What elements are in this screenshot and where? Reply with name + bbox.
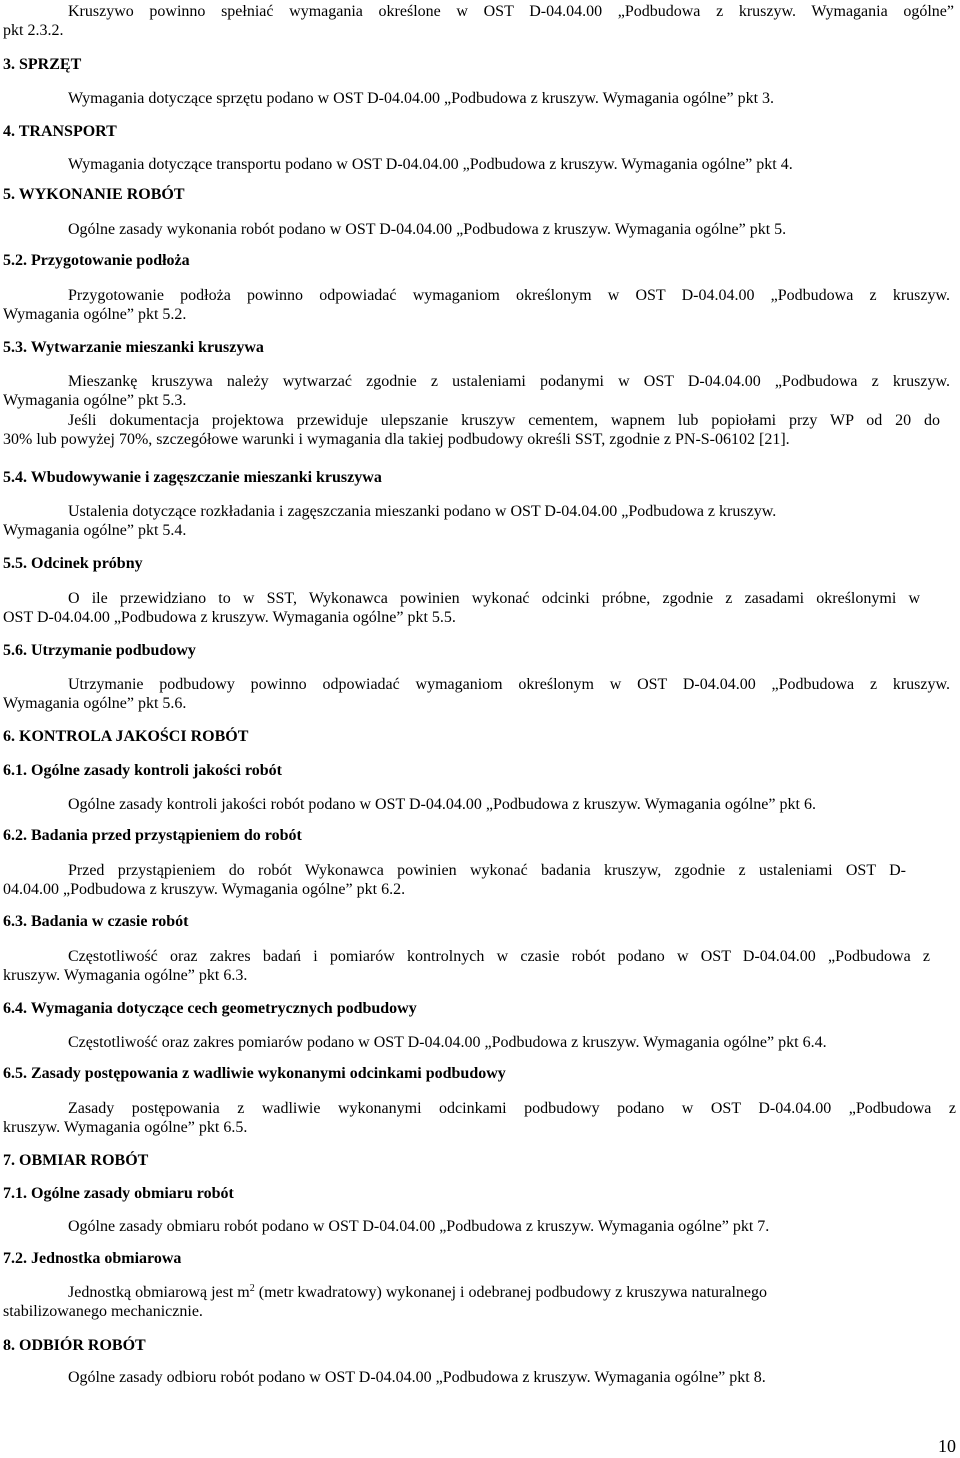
- section-6-5-line-2: kruszyw. Wymagania ogólne” pkt 6.5.: [3, 1119, 248, 1136]
- section-7-heading: 7. OBMIAR ROBÓT: [3, 1152, 149, 1169]
- section-4-body: Wymagania dotyczące transportu podano w OST D-04.04.00 „Podbudowa z kruszyw. Wymagania ogólne” pkt 4.: [68, 156, 793, 173]
- section-5-4-line-2: Wymagania ogólne” pkt 5.4.: [3, 522, 187, 539]
- section-5-3-line-3: Jeśli dokumentacja projektowa przewiduje ulepszanie kruszyw cementem, wapnem lub popiołami przy WP od 20 do: [68, 412, 940, 429]
- section-5-4-line-1: Ustalenia dotyczące rozkładania i zagęszczania mieszanki podano w OST D-04.04.00 „Podbudowa z kruszyw.: [68, 503, 777, 520]
- section-5-3-line-1: Mieszankę kruszywa należy wytwarzać zgodnie z ustaleniami podanymi w OST D-04.04.00 „Podbudowa z kruszyw.: [68, 373, 950, 390]
- section-7-2-text-b: (metr kwadratowy) wykonanej i odebranej podbudowy z kruszywa naturalnego: [254, 1284, 768, 1301]
- section-8-body: Ogólne zasady odbioru robót podano w OST D-04.04.00 „Podbudowa z kruszyw. Wymagania ogólne” pkt 8.: [68, 1369, 766, 1386]
- section-6-5-heading: 6.5. Zasady postępowania z wadliwie wykonanymi odcinkami podbudowy: [3, 1065, 506, 1082]
- section-5-4-heading: 5.4. Wbudowywanie i zagęszczanie mieszanki kruszywa: [3, 469, 382, 486]
- section-5-body: Ogólne zasady wykonania robót podano w OST D-04.04.00 „Podbudowa z kruszyw. Wymagania ogólne” pkt 5.: [68, 221, 787, 238]
- section-6-5-line-1: Zasady postępowania z wadliwie wykonanymi odcinkami podbudowy podano w OST D-04.04.00 „Podbudowa z: [68, 1100, 956, 1117]
- section-5-6-line-2: Wymagania ogólne” pkt 5.6.: [3, 695, 187, 712]
- section-5-6-heading: 5.6. Utrzymanie podbudowy: [3, 642, 196, 659]
- section-5-5-line-2: OST D-04.04.00 „Podbudowa z kruszyw. Wymagania ogólne” pkt 5.5.: [3, 609, 456, 626]
- section-5-3-line-2: Wymagania ogólne” pkt 5.3.: [3, 392, 187, 409]
- section-5-3-heading: 5.3. Wytwarzanie mieszanki kruszywa: [3, 339, 264, 356]
- section-6-3-line-2: kruszyw. Wymagania ogólne” pkt 6.3.: [3, 967, 248, 984]
- section-6-2-line-1: Przed przystąpieniem do robót Wykonawca powinien wykonać badania kruszyw, zgodnie z ustaleniami OST D-: [68, 862, 906, 879]
- section-5-2-line-2: Wymagania ogólne” pkt 5.2.: [3, 306, 187, 323]
- section-5-3-line-4: 30% lub powyżej 70%, szczegółowe warunki i wymagania dla takiej podbudowy określi SST, zgodnie z PN-S-06102 [21].: [3, 431, 790, 448]
- section-5-5-heading: 5.5. Odcinek próbny: [3, 555, 143, 572]
- section-3-body: Wymagania dotyczące sprzętu podano w OST D-04.04.00 „Podbudowa z kruszyw. Wymagania ogólne” pkt 3.: [68, 90, 775, 107]
- section-6-3-heading: 6.3. Badania w czasie robót: [3, 913, 189, 930]
- section-7-2-line-2: stabilizowanego mechanicznie.: [3, 1303, 203, 1320]
- section-5-6-line-1: Utrzymanie podbudowy powinno odpowiadać wymaganiom określonym w OST D-04.04.00 „Podbudowa z kruszyw.: [68, 676, 950, 693]
- section-7-2-superscript: 2: [249, 1283, 255, 1294]
- section-7-1-body: Ogólne zasady obmiaru robót podano w OST D-04.04.00 „Podbudowa z kruszyw. Wymagania ogólne” pkt 7.: [68, 1218, 770, 1235]
- section-8-heading: 8. ODBIÓR ROBÓT: [3, 1337, 146, 1354]
- page-number: 10: [938, 1436, 956, 1456]
- section-5-heading: 5. WYKONANIE ROBÓT: [3, 186, 185, 203]
- section-5-5-line-1: O ile przewidziano to w SST, Wykonawca powinien wykonać odcinki próbne, zgodnie z zasadami określonymi w: [68, 590, 920, 607]
- section-7-2-line-1: [68, 1283, 767, 1302]
- section-7-1-heading: 7.1. Ogólne zasady obmiaru robót: [3, 1185, 234, 1202]
- intro-line-1: Kruszywo powinno spełniać wymagania określone w OST D-04.04.00 „Podbudowa z kruszyw. Wymagania ogólne”: [68, 3, 954, 20]
- section-6-1-body: Ogólne zasady kontroli jakości robót podano w OST D-04.04.00 „Podbudowa z kruszyw. Wymagania ogólne” pkt 6.: [68, 796, 816, 813]
- section-6-4-body: Częstotliwość oraz zakres pomiarów podano w OST D-04.04.00 „Podbudowa z kruszyw. Wymagania ogólne” pkt 6.4.: [68, 1034, 827, 1051]
- section-6-4-heading: 6.4. Wymagania dotyczące cech geometrycznych podbudowy: [3, 1000, 417, 1017]
- intro-line-2: pkt 2.3.2.: [3, 22, 64, 39]
- section-6-3-line-1: Częstotliwość oraz zakres badań i pomiarów kontrolnych w czasie robót podano w OST D-04.04.00 „Podbudowa z: [68, 948, 930, 965]
- section-5-2-heading: 5.2. Przygotowanie podłoża: [3, 252, 190, 269]
- section-6-heading: 6. KONTROLA JAKOŚCI ROBÓT: [3, 728, 249, 745]
- section-3-heading: 3. SPRZĘT: [3, 56, 82, 73]
- section-6-2-line-2: 04.04.00 „Podbudowa z kruszyw. Wymagania ogólne” pkt 6.2.: [3, 881, 406, 898]
- section-4-heading: 4. TRANSPORT: [3, 123, 117, 140]
- section-5-2-line-1: Przygotowanie podłoża powinno odpowiadać wymaganiom określonym w OST D-04.04.00 „Podbudowa z kruszyw.: [68, 287, 950, 304]
- section-7-2-text-a: Jednostką obmiarową jest m: [68, 1284, 250, 1301]
- section-6-2-heading: 6.2. Badania przed przystąpieniem do robót: [3, 827, 302, 844]
- section-6-1-heading: 6.1. Ogólne zasady kontroli jakości robót: [3, 762, 282, 779]
- section-7-2-heading: 7.2. Jednostka obmiarowa: [3, 1250, 182, 1267]
